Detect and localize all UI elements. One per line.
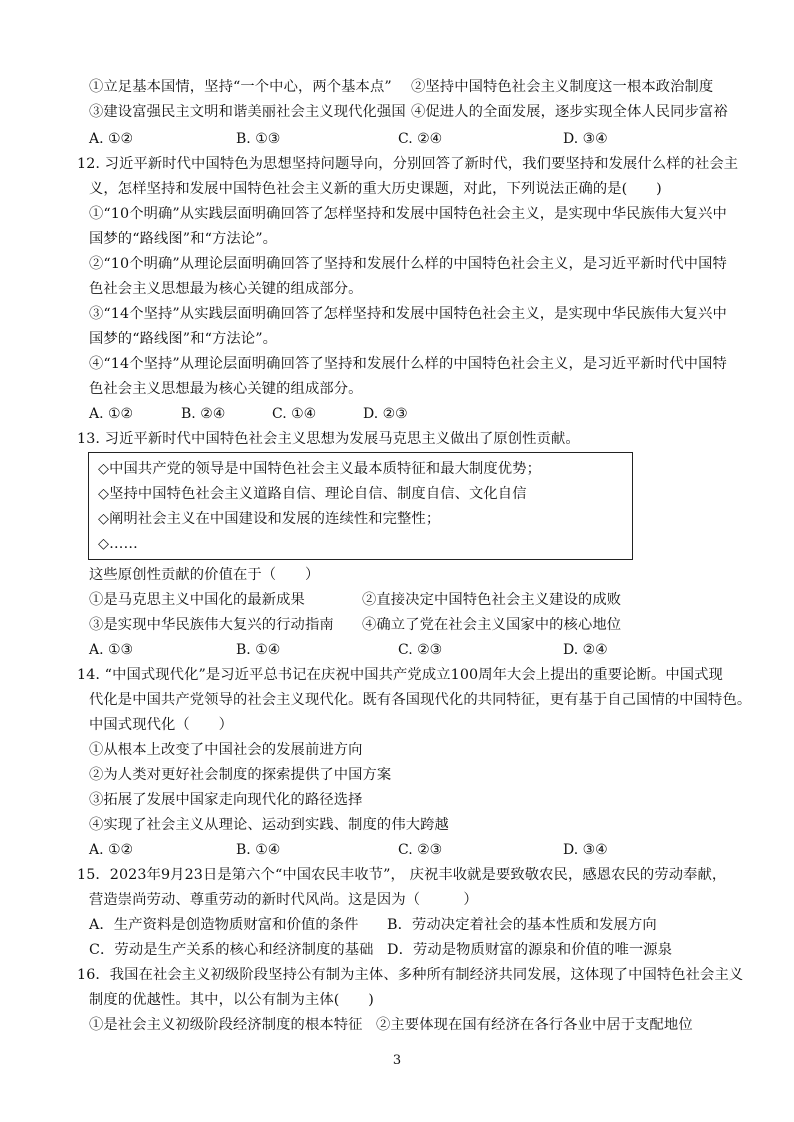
q13-box-item-1: ◇中国共产党的领导是中国特色社会主义最本质特征和最大制度优势； <box>98 461 541 477</box>
q14-statement-2: ②为人类对更好社会制度的探索提供了中国方案 <box>89 767 392 783</box>
q15-option-b: B．劳动决定着社会的基本性质和发展方向 <box>387 917 657 933</box>
q13-statement-2: ②直接决定中国特色社会主义建设的成败 <box>362 592 622 608</box>
q13-box-item-3: ◇阐明社会主义在中国建设和发展的连续性和完整性； <box>98 511 441 527</box>
q14-option-d: D. ③④ <box>563 842 608 858</box>
q13-option-a: A. ①③ <box>89 642 134 658</box>
q12-statement-2b: 色社会主义思想最为核心关键的组成部分。 <box>89 281 363 297</box>
q11-option-a: A. ①② <box>89 131 134 147</box>
q12-statement-3a: ③“14个坚持”从实践层面明确回答了怎样坚持和发展中国特色社会主义，是实现中华民族伟大复兴中 <box>89 306 727 322</box>
q14-statement-4: ④实现了社会主义从理论、运动到实践、制度的伟大跨越 <box>89 817 449 833</box>
q13-box-item-2: ◇坚持中国特色社会主义道路自信、理论自信、制度自信、文化自信 <box>98 486 527 502</box>
q11-statement-3: ③建设富强民主文明和谐美丽社会主义现代化强国 <box>89 104 406 120</box>
q15-option-a: A．生产资料是创造物质财富和价值的条件 <box>89 917 359 933</box>
q11-option-d: D. ③④ <box>563 131 608 147</box>
q13-option-b: B. ①④ <box>236 642 281 658</box>
page-number: 3 <box>392 1053 402 1068</box>
q16-statement-2: ②主要体现在国有经济在各行各业中居于支配地位 <box>376 1017 693 1033</box>
q12-stem-line-2: 义，怎样坚持和发展中国特色社会主义新的重大历史课题，对此，下列说法正确的是( ) <box>89 181 662 197</box>
q14-stem-line-1: 14. “中国式现代化”是习近平总书记在庆祝中国共产党成立100周年大会上提出的重要论断。中国式现 <box>77 667 723 683</box>
q12-option-a: A. ①② <box>89 406 134 422</box>
q13-question: 这些原创性贡献的价值在于（ ） <box>89 567 320 583</box>
q14-statement-1: ①从根本上改变了中国社会的发展前进方向 <box>89 742 363 758</box>
q13-statement-4: ④确立了党在社会主义国家中的核心地位 <box>362 617 622 633</box>
q12-statement-3b: 国梦的“路线图”和“方法论”。 <box>89 331 278 347</box>
q12-statement-2a: ②“10个明确”从理论层面明确回答了坚持和发展什么样的中国特色社会主义，是习近平新时代中国特 <box>89 256 727 272</box>
q12-option-d: D. ②③ <box>363 406 408 422</box>
q14-statement-3: ③拓展了发展中国家走向现代化的路径选择 <box>89 792 363 808</box>
q16-stem-line-1: 16．我国在社会主义初级阶段坚持公有制为主体、多种所有制经济共同发展，这体现了中国特色社会主义 <box>77 967 744 983</box>
q15-stem-line-2: 营造崇尚劳动、尊重劳动的新时代风尚。这是因为（ ） <box>89 892 478 908</box>
q11-option-c: C. ②④ <box>398 131 443 147</box>
q14-option-b: B. ①④ <box>236 842 281 858</box>
q15-stem-line-1: 15．2023年9月23日是第六个“中国农民丰收节”， 庆祝丰收就是要致敬农民，感恩农民的劳动奉献， <box>77 867 727 883</box>
q12-statement-4a: ④“14个坚持”从理论层面明确回答了坚持和发展什么样的中国特色社会主义，是习近平新时代中国特 <box>89 356 727 372</box>
q14-option-a: A. ①② <box>89 842 134 858</box>
q11-statement-1: ①立足基本国情，坚持“一个中心，两个基本点” <box>89 79 392 95</box>
q13-statement-1: ①是马克思主义中国化的最新成果 <box>89 592 305 608</box>
q12-statement-1b: 国梦的“路线图”和“方法论”。 <box>89 231 278 247</box>
q11-statement-2: ②坚持中国特色社会主义制度这一根本政治制度 <box>411 79 714 95</box>
q12-option-b: B. ②④ <box>181 406 226 422</box>
q15-option-c: C．劳动是生产关系的核心和经济制度的基础 <box>89 942 374 958</box>
q13-statement-3: ③是实现中华民族伟大复兴的行动指南 <box>89 617 334 633</box>
q13-option-d: D. ②④ <box>563 642 608 658</box>
q12-option-c: C. ①④ <box>272 406 317 422</box>
q12-stem-line-1: 12. 习近平新时代中国特色为思想坚持问题导向，分别回答了新时代，我们要坚持和发展什么样的社会主 <box>77 156 739 172</box>
q12-statement-4b: 色社会主义思想最为核心关键的组成部分。 <box>89 381 363 397</box>
q13-stem: 13. 习近平新时代中国特色社会主义思想为发展马克思主义做出了原创性贡献。 <box>77 431 580 447</box>
q15-option-d: D．劳动是物质财富的源泉和价值的唯一源泉 <box>387 942 673 958</box>
q13-box-item-4: ◇…… <box>98 536 138 552</box>
q12-statement-1a: ①“10个明确”从实践层面明确回答了怎样坚持和发展中国特色社会主义，是实现中华民族伟大复兴中 <box>89 206 727 222</box>
q11-option-b: B. ①③ <box>236 131 281 147</box>
q14-stem-line-3: 中国式现代化（ ） <box>89 717 233 733</box>
q16-stem-line-2: 制度的优越性。其中，以公有制为主体( ) <box>89 992 374 1008</box>
q13-option-c: C. ②③ <box>398 642 443 658</box>
q11-statement-4: ④促进人的全面发展，逐步实现全体人民同步富裕 <box>411 104 728 120</box>
q16-statement-1: ①是社会主义初级阶段经济制度的根本特征 <box>89 1017 363 1033</box>
q14-stem-line-2: 代化是中国共产党领导的社会主义现代化。既有各国现代化的共同特征，更有基于自己国情的中国特色。 <box>89 692 752 708</box>
q14-option-c: C. ②③ <box>398 842 443 858</box>
